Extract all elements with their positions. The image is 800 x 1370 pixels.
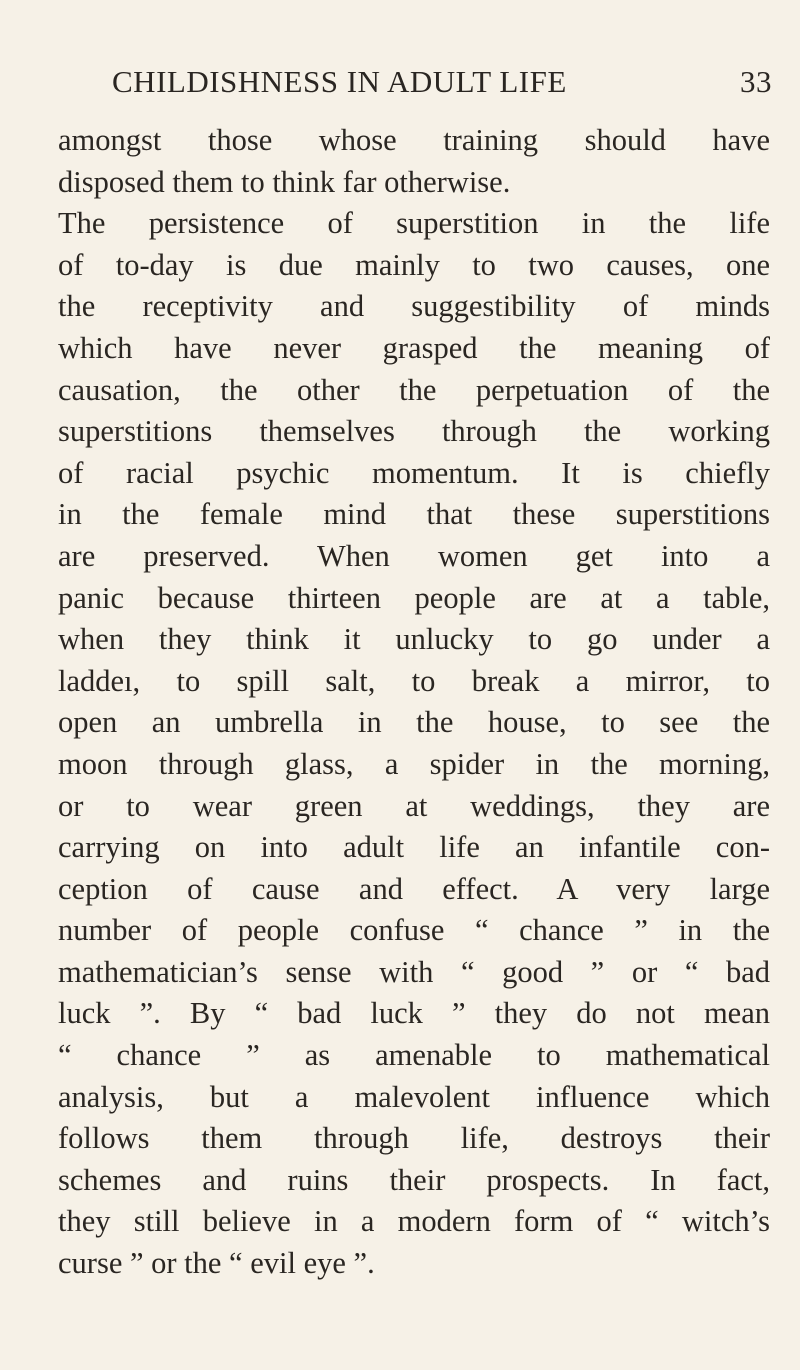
text-line: analysis, but a malevolent influence which <box>58 1079 770 1114</box>
running-title: CHILDISHNESS IN ADULT LIFE <box>112 64 567 99</box>
text-line: disposed them to think far otherwise. <box>58 164 511 199</box>
text-line: luck ”. By “ bad luck ” they do not mean <box>58 996 770 1031</box>
text-line: when they think it unlucky to go under a <box>58 622 770 657</box>
text-line: open an umbrella in the house, to see the <box>58 705 770 740</box>
text-line: causation, the other the perpetuation of the <box>58 372 770 407</box>
text-line: of to-day is due mainly to two causes, one <box>58 247 770 282</box>
text-line: of racial psychic momentum. It is chiefly <box>58 455 770 490</box>
body-text <box>58 120 770 1285</box>
text-line: The persistence of superstition in the life <box>58 206 770 241</box>
text-line: carrying on into adult life an infantile con- <box>58 830 770 865</box>
text-line: follows them through life, destroys their <box>58 1121 770 1156</box>
text-line: which have never grasped the meaning of <box>58 330 770 365</box>
text-line: panic because thirteen people are at a table, <box>58 580 770 615</box>
text-line: curse ” or the “ evil eye ”. <box>58 1246 375 1281</box>
text-line: number of people confuse “ chance ” in the <box>58 913 770 948</box>
text-line: or to wear green at weddings, they are <box>58 788 770 823</box>
text-line: schemes and ruins their prospects. In fact, <box>58 1162 770 1197</box>
text-line: are preserved. When women get into a <box>58 538 770 573</box>
text-line: they still believe in a modern form of “ witch’s <box>58 1204 770 1239</box>
text-line: ception of cause and effect. A very large <box>58 871 770 906</box>
text-line: mathematician’s sense with “ good ” or “ bad <box>58 954 770 989</box>
text-line: laddeı, to spill salt, to break a mirror, to <box>58 663 770 698</box>
text-line: amongst those whose training should have <box>58 123 770 157</box>
text-line: in the female mind that these superstitions <box>58 497 770 532</box>
page-number: 33 <box>740 64 772 99</box>
text-line: the receptivity and suggestibility of minds <box>58 289 770 324</box>
text-line: superstitions themselves through the working <box>58 414 770 449</box>
text-line: moon through glass, a spider in the morning, <box>58 746 770 781</box>
text-line: “ chance ” as amenable to mathematical <box>58 1038 770 1073</box>
running-head <box>112 62 772 102</box>
